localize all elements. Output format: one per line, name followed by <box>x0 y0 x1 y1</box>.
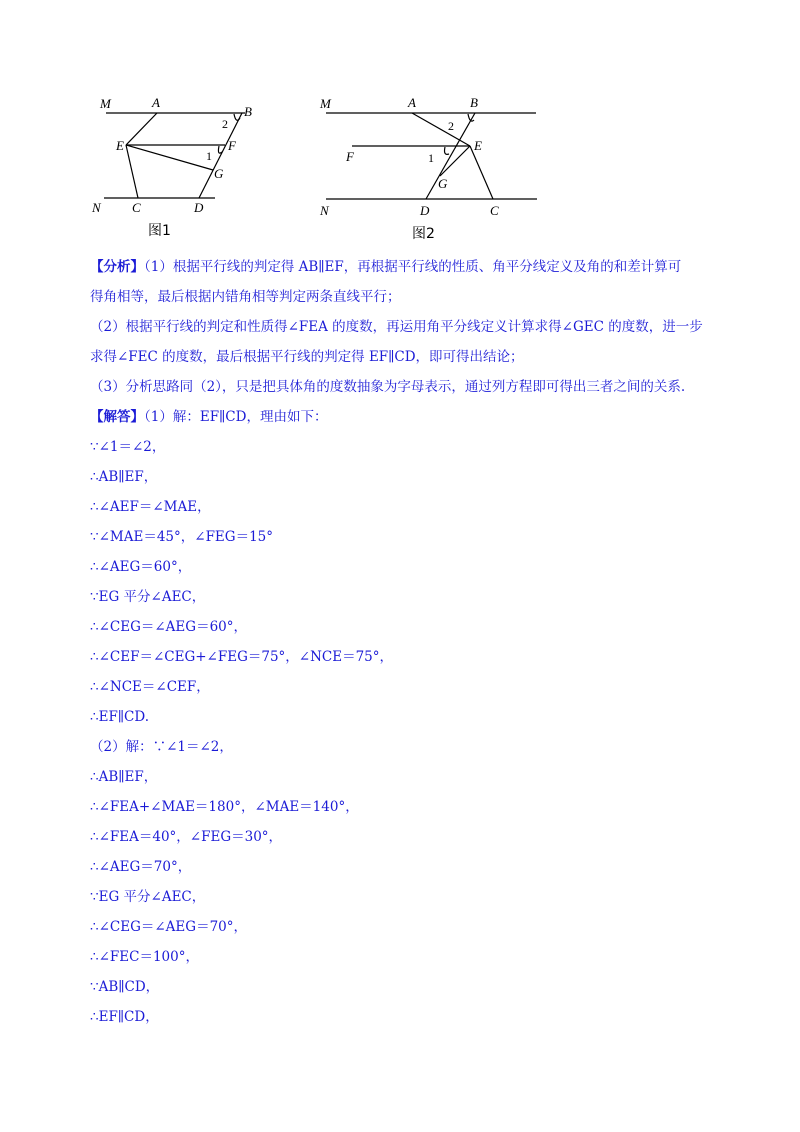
solution-line: ∵EG 平分∠AEC， <box>90 889 206 905</box>
label-M: M <box>320 96 331 111</box>
label-angle-2: 2 <box>222 117 228 131</box>
angle-1-arc <box>445 147 450 154</box>
label-angle-1: 1 <box>206 149 212 163</box>
solution-line: ∴∠FEC＝100°， <box>90 949 199 965</box>
figure-1-caption: 图1 <box>148 223 171 239</box>
solution-line: ∴EF∥CD， <box>90 1009 159 1025</box>
angle-2-arc <box>234 114 240 120</box>
analysis-line-3: （2）根据平行线的判定和性质得∠FEA 的度数，再运用角平分线定义计算求得∠GEC 的度数，进一步 <box>90 319 703 335</box>
solution-line: ∴AB∥EF， <box>90 769 158 785</box>
label-E: E <box>474 138 482 153</box>
solution-line: ∴∠AEF＝∠MAE， <box>90 499 211 515</box>
segment-AE <box>412 113 470 146</box>
solution-line: ∵EG 平分∠AEC， <box>90 589 206 605</box>
solution-line: ∴∠FEA+∠MAE＝180°，∠MAE＝140°， <box>90 799 359 815</box>
solution-line: ∴∠NCE＝∠CEF， <box>90 679 210 695</box>
segment-AE <box>126 113 157 145</box>
label-F: F <box>346 149 354 164</box>
analysis-line-1 <box>90 252 730 282</box>
solution-line: （2）解：∵∠1＝∠2， <box>90 739 233 755</box>
analysis-text: （1）根据平行线的判定得 AB∥EF，再根据平行线的性质、角平分线定义及角的和差计算可 <box>144 259 682 275</box>
label-angle-2: 2 <box>448 119 454 133</box>
solution-line: ∵∠1＝∠2， <box>90 439 166 455</box>
angle-1-arc <box>218 146 222 153</box>
label-G: G <box>214 166 224 181</box>
solution-text <box>90 252 730 1032</box>
solution-line: ∴∠AEG＝70°， <box>90 859 192 875</box>
solution-line: ∴∠AEG＝60°， <box>90 559 192 575</box>
analysis-line-4: 求得∠FEC 的度数，最后根据平行线的判定得 EF∥CD，即可得出结论； <box>90 349 524 365</box>
solution-line: ∵AB∥CD， <box>90 979 160 995</box>
solution-tag: 【解答】 <box>90 409 144 425</box>
label-D: D <box>194 200 204 215</box>
label-C: C <box>490 203 499 218</box>
figure-1 <box>80 88 280 248</box>
label-A: A <box>152 95 160 110</box>
label-C: C <box>132 200 141 215</box>
solution-line: ∴∠CEF＝∠CEG+∠FEG＝75°，∠NCE＝75°， <box>90 649 394 665</box>
figure-2-caption: 图2 <box>412 226 435 242</box>
label-B: B <box>244 104 252 119</box>
solution-line: ∴EF∥CD. <box>90 709 150 725</box>
label-N: N <box>92 200 101 215</box>
label-A: A <box>408 95 416 110</box>
label-B: B <box>470 95 478 110</box>
figure-2 <box>300 88 560 248</box>
solution-line: ∴AB∥EF， <box>90 469 158 485</box>
solution-line: ∴∠CEG＝∠AEG＝70°， <box>90 919 247 935</box>
label-F: F <box>228 138 236 153</box>
solution-head <box>90 402 730 432</box>
analysis-line-5: （3）分析思路同（2），只是把具体角的度数抽象为字母表示，通过列方程即可得出三者之间的关系. <box>90 379 686 395</box>
label-M: M <box>100 96 111 111</box>
geometry-figures <box>80 88 560 248</box>
solution-line: ∴∠FEA＝40°，∠FEG＝30°， <box>90 829 283 845</box>
segment-EG <box>126 145 213 170</box>
label-angle-1: 1 <box>428 151 434 165</box>
label-D: D <box>420 203 430 218</box>
label-E: E <box>116 138 124 153</box>
segment-EC <box>126 145 138 198</box>
solution-head-text: （1）解：EF∥CD，理由如下： <box>144 409 328 425</box>
solution-line: ∵∠MAE＝45°，∠FEG＝15° <box>90 529 274 545</box>
solution-line: ∴∠CEG＝∠AEG＝60°， <box>90 619 247 635</box>
label-G: G <box>438 176 448 191</box>
analysis-line-2: 得角相等，最后根据内错角相等判定两条直线平行； <box>90 289 401 305</box>
segment-EC <box>470 146 493 199</box>
analysis-tag: 【分析】 <box>90 259 144 275</box>
label-N: N <box>320 203 329 218</box>
